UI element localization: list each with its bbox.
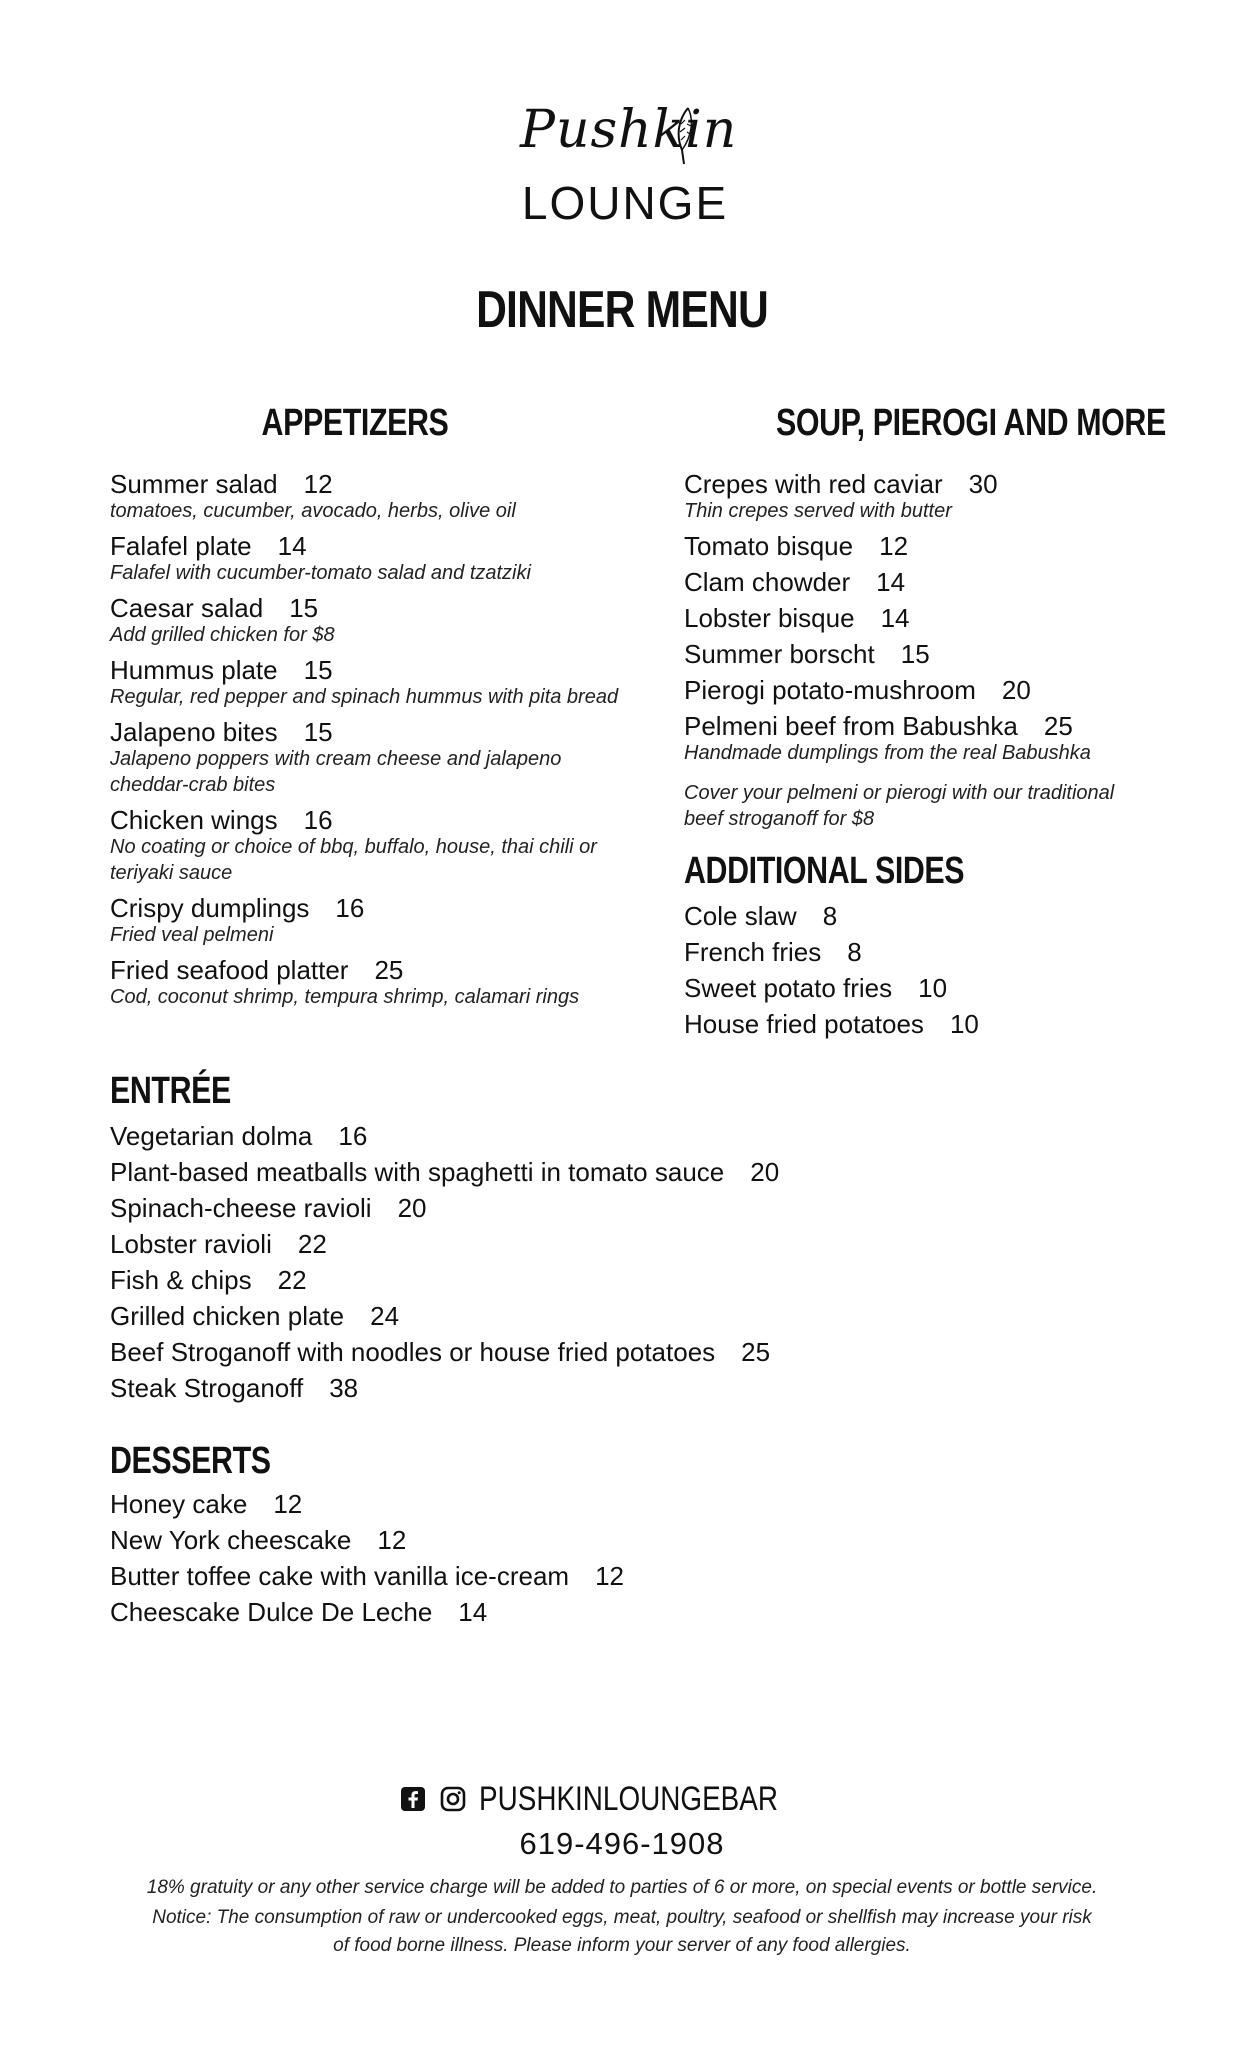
menu-item-line — [110, 1370, 1010, 1406]
menu-item-line — [110, 1226, 1010, 1262]
soup-heading: SOUP, PIEROGI AND MORE — [776, 402, 1166, 444]
menu-item-description: Thin crepes served with butter — [684, 500, 952, 522]
menu-item-line — [684, 1006, 1154, 1042]
menu-item-name: Crispy dumplings — [110, 893, 310, 923]
menu-item-line — [110, 802, 640, 838]
food-notice-line-2: of food borne illness. Please inform your server of any food allergies. — [333, 1935, 911, 1956]
menu-item — [110, 1522, 1010, 1558]
menu-item-price: 38 — [329, 1373, 359, 1403]
menu-item-name: New York cheescake — [110, 1525, 352, 1555]
menu-item — [110, 802, 640, 886]
menu-item-price: 12 — [303, 469, 333, 499]
menu-item-price: 24 — [370, 1301, 400, 1331]
menu-item-name: House fried potatoes — [684, 1009, 924, 1039]
menu-item-line — [110, 1486, 1010, 1522]
menu-item-line — [110, 1558, 1010, 1594]
menu-item-line — [684, 708, 1154, 744]
menu-item-name: Pelmeni beef from Babushka — [684, 711, 1018, 741]
sides-heading: ADDITIONAL SIDES — [684, 850, 965, 892]
menu-item-price: 25 — [741, 1337, 771, 1367]
page-title: DINNER MENU — [476, 281, 768, 339]
menu-item — [110, 466, 640, 524]
menu-item-line — [684, 898, 1154, 934]
menu-item-price: 20 — [397, 1193, 427, 1223]
soup-list — [684, 466, 1154, 832]
menu-item-name: Hummus plate — [110, 655, 278, 685]
menu-item-price: 8 — [822, 901, 838, 931]
menu-item — [684, 528, 1154, 564]
food-notice-line-1: Notice: The consumption of raw or undercooked eggs, meat, poultry, seafood or shellfish may increase your risk — [152, 1907, 1092, 1928]
menu-item-description: Regular, red pepper and spinach hummus with pita bread — [110, 686, 619, 708]
menu-item-name: Sweet potato fries — [684, 973, 893, 1003]
menu-item-name: Summer salad — [110, 469, 278, 499]
menu-item-name: French fries — [684, 937, 822, 967]
menu-item — [110, 1594, 1010, 1630]
entree-list — [110, 1118, 1010, 1406]
menu-item-line — [684, 528, 1154, 564]
menu-item-price: 16 — [338, 1121, 368, 1151]
menu-item — [110, 590, 640, 648]
menu-item-description: No coating or choice of bbq, buffalo, house, thai chili or teriyaki sauce — [110, 836, 597, 884]
menu-item-name: Butter toffee cake with vanilla ice-cream — [110, 1561, 570, 1591]
menu-item-line — [110, 1334, 1010, 1370]
menu-item-line — [684, 600, 1154, 636]
gratuity-note: 18% gratuity or any other service charge will be added to parties of 6 or more, on special events or bottle service. — [146, 1877, 1098, 1898]
menu-item-name: Honey cake — [110, 1489, 248, 1519]
sides-list — [684, 898, 1154, 1042]
menu-item-price: 22 — [277, 1265, 307, 1295]
menu-item-name: Chicken wings — [110, 805, 278, 835]
menu-item-line — [684, 636, 1154, 672]
menu-item-price: 15 — [900, 639, 930, 669]
menu-item — [110, 1370, 1010, 1406]
menu-item-description: Handmade dumplings from the real Babushka — [684, 742, 1091, 764]
menu-item-name: Caesar salad — [110, 593, 264, 623]
menu-item — [684, 708, 1154, 766]
menu-item — [684, 636, 1154, 672]
menu-item-name: Summer borscht — [684, 639, 875, 669]
menu-item — [110, 1298, 1010, 1334]
menu-item-line — [110, 890, 640, 926]
menu-item-price: 14 — [880, 603, 910, 633]
menu-item — [110, 890, 640, 948]
menu-item — [110, 1226, 1010, 1262]
menu-item-line — [684, 564, 1154, 600]
logo-word: LOUNGE — [521, 177, 729, 229]
menu-item-price: 12 — [595, 1561, 624, 1591]
menu-item — [684, 970, 1154, 1006]
appetizers-list — [110, 466, 640, 1014]
menu-item-name: Steak Stroganoff — [110, 1373, 304, 1403]
desserts-list — [110, 1486, 1010, 1630]
menu-item-price: 16 — [303, 805, 333, 835]
menu-item-name: Cole slaw — [684, 901, 797, 931]
menu-item-name: Fried seafood platter — [110, 955, 349, 985]
menu-item — [684, 1006, 1154, 1042]
menu-item — [684, 934, 1154, 970]
entree-heading: ENTRÉE — [110, 1070, 231, 1112]
menu-item-name: Plant-based meatballs with spaghetti in tomato sauce — [110, 1157, 725, 1187]
phone-number: 619-496-1908 — [519, 1826, 725, 1861]
menu-item-price: 10 — [949, 1009, 979, 1039]
stroganoff-note: Cover your pelmeni or pierogi with our traditional beef stroganoff for $8 — [684, 782, 1115, 830]
menu-item-line — [684, 466, 1154, 502]
menu-item-name: Spinach-cheese ravioli — [110, 1193, 372, 1223]
menu-item-name: Beef Stroganoff with noodles or house fried potatoes — [110, 1337, 716, 1367]
menu-item — [110, 1118, 1010, 1154]
menu-item-name: Falafel plate — [110, 531, 252, 561]
menu-item-line — [110, 952, 640, 988]
menu-item-line — [110, 1262, 1010, 1298]
menu-item-line — [110, 1118, 1010, 1154]
menu-item-description: Add grilled chicken for $8 — [110, 624, 335, 646]
menu-item-name: Grilled chicken plate — [110, 1301, 345, 1331]
menu-item-price: 22 — [297, 1229, 327, 1259]
desserts-heading: DESSERTS — [110, 1440, 271, 1482]
menu-item-description: tomatoes, cucumber, avocado, herbs, olive oil — [110, 500, 516, 522]
social-handle-row — [0, 1778, 1244, 1819]
menu-item-name: Pierogi potato-mushroom — [684, 675, 976, 705]
appetizers-heading: APPETIZERS — [261, 402, 449, 444]
menu-item-price: 12 — [879, 531, 909, 561]
menu-item-price: 12 — [377, 1525, 407, 1555]
menu-item — [110, 652, 640, 710]
menu-item — [110, 1190, 1010, 1226]
menu-item-line — [110, 1190, 1010, 1226]
menu-item-price: 25 — [374, 955, 404, 985]
menu-item — [684, 564, 1154, 600]
menu-item — [110, 528, 640, 586]
menu-item-price: 15 — [303, 717, 333, 747]
menu-item — [110, 1486, 1010, 1522]
menu-item-line — [110, 590, 640, 626]
menu-item — [110, 1154, 1010, 1190]
menu-item-description: Fried veal pelmeni — [110, 924, 274, 946]
menu-item-line — [110, 1154, 1010, 1190]
menu-item-price: 8 — [847, 937, 862, 967]
menu-item-price: 15 — [289, 593, 319, 623]
menu-item — [684, 466, 1154, 524]
menu-item — [110, 1558, 1010, 1594]
menu-item-name: Lobster bisque — [684, 603, 855, 633]
menu-item-line — [110, 1298, 1010, 1334]
menu-item-name: Vegetarian dolma — [110, 1121, 313, 1151]
menu-item-price: 14 — [277, 531, 307, 561]
menu-item-line — [110, 652, 640, 688]
menu-item-line — [110, 1594, 1010, 1630]
menu-item — [684, 672, 1154, 708]
menu-item-name: Clam chowder — [684, 567, 851, 597]
menu-item-name: Fish & chips — [110, 1265, 252, 1295]
menu-item-description: Cod, coconut shrimp, tempura shrimp, calamari rings — [110, 986, 580, 1008]
logo — [520, 100, 738, 230]
menu-item-line — [110, 466, 640, 502]
menu-item-price: 25 — [1043, 711, 1073, 741]
social-handle: PUSHKINLOUNGEBAR — [479, 1779, 779, 1818]
menu-item — [110, 1334, 1010, 1370]
menu-item-name: Jalapeno bites — [110, 717, 278, 747]
menu-item-price: 14 — [876, 567, 906, 597]
menu-item-price: 15 — [303, 655, 333, 685]
menu-item-description: Jalapeno poppers with cream cheese and jalapeno cheddar-crab bites — [110, 748, 562, 796]
facebook-icon[interactable] — [400, 1786, 426, 1812]
menu-item-line — [110, 714, 640, 750]
menu-item-price: 14 — [458, 1597, 488, 1627]
menu-item-name: Cheescake Dulce De Leche — [110, 1597, 433, 1627]
menu-item-line — [110, 528, 640, 564]
menu-item-price: 10 — [918, 973, 948, 1003]
menu-item-price: 12 — [273, 1489, 303, 1519]
menu-item-price: 30 — [968, 469, 998, 499]
menu-item — [110, 952, 640, 1010]
menu-item — [684, 898, 1154, 934]
menu-item-line — [684, 672, 1154, 708]
menu-item-price: 16 — [335, 893, 365, 923]
menu-item-line — [110, 1522, 1010, 1558]
menu-item-name: Lobster ravioli — [110, 1229, 272, 1259]
logo-script: Pushkin — [520, 100, 738, 160]
menu-item-name: Tomato bisque — [684, 531, 854, 561]
feather-icon — [670, 106, 700, 166]
menu-item-price: 20 — [1001, 675, 1031, 705]
menu-item-line — [684, 970, 1154, 1006]
menu-item-description: Falafel with cucumber-tomato salad and tzatziki — [110, 562, 531, 584]
menu-item — [110, 1262, 1010, 1298]
menu-item-price: 20 — [750, 1157, 780, 1187]
menu-item — [684, 600, 1154, 636]
menu-item — [110, 714, 640, 798]
instagram-icon[interactable] — [440, 1786, 466, 1812]
menu-item-name: Crepes with red caviar — [684, 469, 943, 499]
menu-item-line — [684, 934, 1154, 970]
